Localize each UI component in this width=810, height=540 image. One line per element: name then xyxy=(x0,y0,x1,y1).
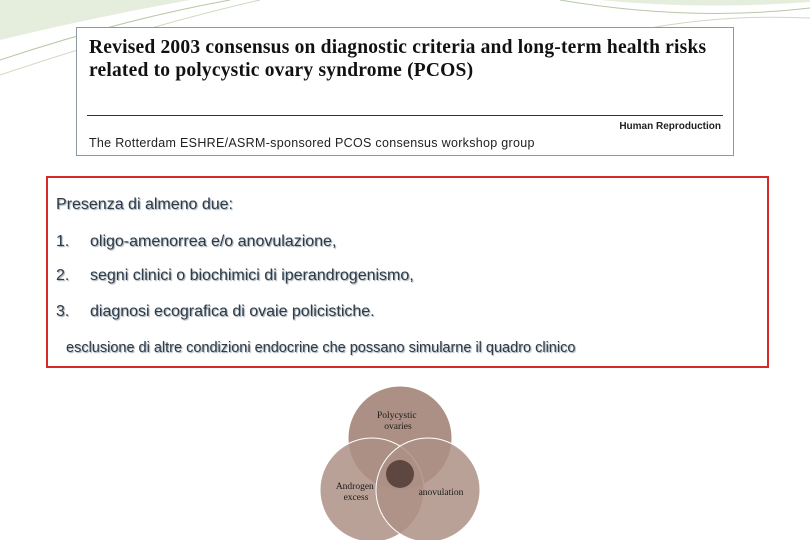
paper-authors: The Rotterdam ESHRE/ASRM-sponsored PCOS consensus workshop group xyxy=(89,136,535,150)
criterion-number: 2. xyxy=(56,267,70,284)
criteria-box xyxy=(46,176,769,368)
criterion-text: diagnosi ecografica di ovaie policistiche. xyxy=(90,303,375,320)
venn-label-left-2: excess xyxy=(343,493,369,503)
criteria-intro: Presenza di almeno due: xyxy=(56,196,233,213)
journal-name: Human Reproduction xyxy=(619,121,721,132)
venn-label-left-1: Androgen xyxy=(335,482,374,492)
paper-title: Revised 2003 consensus on diagnostic criteria and long-term health risks related to polycystic ovary syndrome (PCOS) xyxy=(89,37,707,81)
paper-header xyxy=(76,27,734,156)
criterion-item xyxy=(56,303,375,321)
criterion-number: 3. xyxy=(56,303,70,320)
criterion-text: oligo-amenorrea e/o anovulazione, xyxy=(90,233,337,250)
venn-label-right: anovulation xyxy=(418,488,464,498)
criterion-item xyxy=(56,267,414,285)
criterion-text: segni clinici o biochimici di iperandrogenismo, xyxy=(90,267,414,284)
exclusion-note: esclusione di altre condizioni endocrine che possano simularne il quadro clinico xyxy=(66,340,576,356)
divider xyxy=(87,115,723,116)
venn-center xyxy=(386,460,414,488)
venn-label-top-2: ovaries xyxy=(384,422,412,432)
venn-label-top-1: Polycystic xyxy=(377,411,417,421)
criterion-number: 1. xyxy=(56,233,70,250)
criterion-item xyxy=(56,233,336,251)
venn-diagram xyxy=(300,378,500,540)
